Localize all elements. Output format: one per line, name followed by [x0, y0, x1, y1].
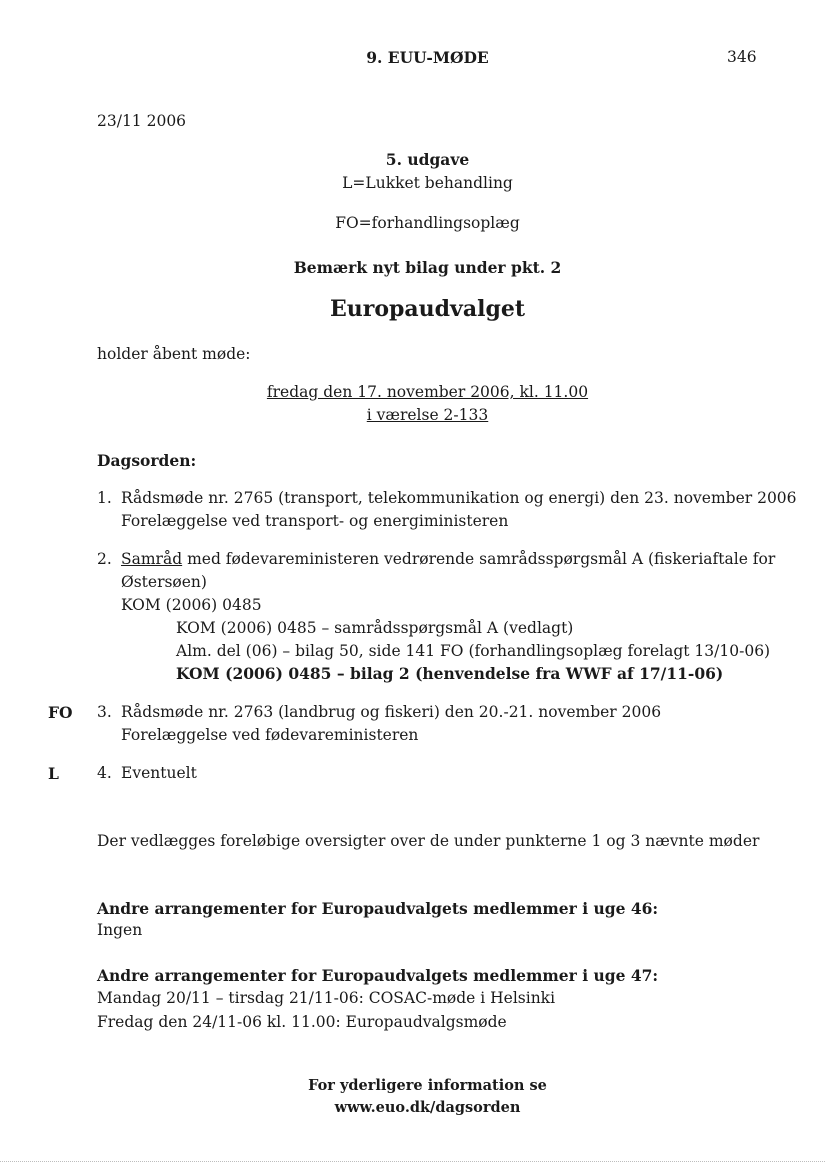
agenda-item-text: Forelæggelse ved transport- og energiministeren — [121, 512, 509, 530]
edition-title: 5. udgave — [385, 150, 470, 169]
document-date: 23/11 2006 — [97, 112, 187, 130]
meeting-time: fredag den 17. november 2006, kl. 11.00 — [266, 383, 589, 401]
committee-name: Europaudvalget — [330, 296, 525, 322]
agenda-item-text: Østersøen) — [121, 573, 207, 591]
edition-notice: Bemærk nyt bilag under pkt. 2 — [293, 258, 562, 277]
agenda-heading: Dagsorden: — [97, 451, 197, 470]
samraad-link-text: Samråd — [121, 550, 183, 568]
agenda-item-text: Samråd med fødevareministeren vedrørende samrådsspørgsmål A (fiskeriaftale for — [121, 550, 776, 568]
agenda-item-number: 4. — [97, 764, 112, 782]
agenda-subitem: KOM (2006) 0485 – samrådsspørgsmål A (vedlagt) — [176, 619, 574, 637]
page-number: 346 — [727, 48, 757, 66]
agenda-item-number: 2. — [97, 550, 112, 568]
meeting-room: i værelse 2-133 — [366, 406, 489, 424]
agenda-item-number: 3. — [97, 703, 112, 721]
events-line: Ingen — [97, 921, 143, 939]
attachment-note: Der vedlægges foreløbige oversigter over de under punkterne 1 og 3 nævnte møder — [97, 832, 760, 850]
page-title: 9. EUU-MØDE — [366, 48, 489, 67]
edition-legend-fo: FO=forhandlingsoplæg — [335, 214, 520, 232]
agenda-item-marker: FO — [48, 703, 73, 722]
agenda-item-text: Rådsmøde nr. 2765 (transport, telekommunikation og energi) den 23. november 2006 — [121, 489, 797, 507]
events-line: Fredag den 24/11-06 kl. 11.00: Europaudvalgsmøde — [97, 1013, 507, 1031]
agenda-subitem: Alm. del (06) – bilag 50, side 141 FO (forhandlingsoplæg forelagt 13/10-06) — [176, 642, 771, 660]
agenda-item-text: Forelæggelse ved fødevareministeren — [121, 726, 419, 744]
page-bottom-divider — [0, 1161, 825, 1162]
agenda-item-text: Eventuelt — [121, 764, 197, 782]
agenda-item-text: KOM (2006) 0485 — [121, 596, 262, 614]
agenda-subitem-new: KOM (2006) 0485 – bilag 2 (henvendelse fra WWF af 17/11-06) — [176, 664, 724, 683]
events-heading-week47: Andre arrangementer for Europaudvalgets medlemmer i uge 47: — [97, 966, 659, 985]
intro-text: holder åbent møde: — [97, 345, 251, 363]
events-line: Mandag 20/11 – tirsdag 21/11-06: COSAC-møde i Helsinki — [97, 989, 556, 1007]
agenda-item-text: Rådsmøde nr. 2763 (landbrug og fiskeri) den 20.-21. november 2006 — [121, 703, 662, 721]
edition-legend-l: L=Lukket behandling — [342, 174, 513, 192]
footer-info: For yderligere information se — [308, 1077, 547, 1094]
footer-url[interactable]: www.euo.dk/dagsorden — [334, 1099, 521, 1116]
agenda-item-marker: L — [48, 764, 59, 783]
events-heading-week46: Andre arrangementer for Europaudvalgets medlemmer i uge 46: — [97, 899, 659, 918]
agenda-item-number: 1. — [97, 489, 112, 507]
